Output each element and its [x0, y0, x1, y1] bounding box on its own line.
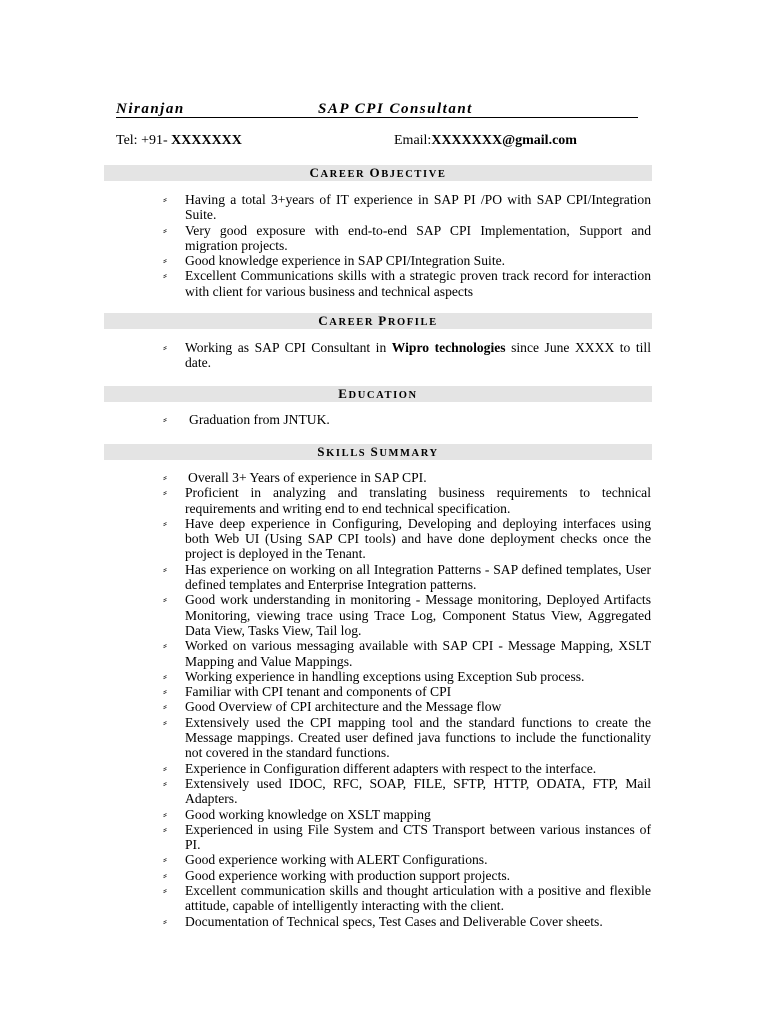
list-item: ⸗ Graduation from JNTUK. [163, 412, 330, 427]
bullet-icon: ⸗ [163, 515, 167, 530]
list-item: ⸗ Working experience in handling exceptions using Exception Sub process. [163, 668, 585, 684]
resume-header [116, 101, 638, 118]
employer-name: Wipro technologies [391, 340, 506, 355]
list-item: ⸗ Have deep experience in Configuring, Developing and deploying interfaces using both Web UI (Using SAP CPI tools) and have done deployment checks once the project is deployed in the Tenant. [163, 515, 651, 562]
bullet-icon: ⸗ [163, 192, 167, 206]
list-item: ⸗ Overall 3+ Years of experience in SAP CPI. [163, 470, 427, 485]
email-line [394, 133, 577, 149]
list-item: ⸗ Has experience on working on all Integration Patterns - SAP defined templates, User defined templates and Enterprise Integration patterns. [163, 561, 651, 593]
career-objective-list [163, 192, 651, 299]
bullet-icon: ⸗ [163, 470, 167, 484]
list-item: ⸗ Excellent Communications skills with a strategic proven track record for interaction with client for various business and technical aspects [163, 268, 651, 299]
bullet-icon: ⸗ [163, 913, 167, 928]
bullet-icon: ⸗ [163, 592, 167, 607]
list-item: ⸗ Good experience working with production support projects. [163, 867, 511, 883]
list-item: ⸗ Excellent communication skills and thought articulation with a positive and flexible attitude, capable of intelligently interacting with the client. [163, 883, 651, 914]
bullet-icon: ⸗ [163, 852, 167, 867]
list-item: ⸗ Good knowledge experience in SAP CPI/Integration Suite. [163, 253, 506, 269]
bullet-icon: ⸗ [163, 775, 167, 790]
bullet-icon: ⸗ [163, 883, 167, 898]
bullet-icon: ⸗ [163, 684, 167, 699]
bullet-icon: ⸗ [163, 699, 167, 714]
bullet-icon: ⸗ [163, 821, 167, 836]
email-value: XXXXXXX@gmail.com [431, 133, 577, 148]
phone-label: Tel: +91- [116, 133, 172, 148]
bullet-icon: ⸗ [163, 806, 167, 821]
education-list [163, 412, 651, 427]
bullet-icon: ⸗ [163, 485, 167, 500]
career-profile-list [163, 340, 651, 371]
list-item: ⸗ Familiar with CPI tenant and components of CPI [163, 684, 452, 700]
bullet-icon: ⸗ [163, 268, 167, 283]
bullet-icon: ⸗ [163, 867, 167, 882]
bullet-icon: ⸗ [163, 253, 167, 268]
bullet-icon: ⸗ [163, 561, 167, 576]
bullet-icon: ⸗ [163, 760, 167, 775]
list-item: ⸗ Working as SAP CPI Consultant in Wipro technologies since June XXXX to till date. [163, 340, 651, 371]
section-heading-career-objective: CAREER OBJECTIVE [104, 165, 652, 181]
list-item: ⸗ Proficient in analyzing and translating business requirements to technical requirements and writing end to end technical specification. [163, 485, 651, 516]
bullet-icon: ⸗ [163, 668, 167, 683]
section-heading-skills-summary: SKILLS SUMMARY [104, 444, 652, 460]
bullet-icon: ⸗ [163, 222, 167, 237]
list-item: ⸗ Good working knowledge on XSLT mapping [163, 806, 431, 822]
section-heading-career-profile: CAREER PROFILE [104, 313, 652, 329]
bullet-icon: ⸗ [163, 340, 167, 354]
list-item: ⸗ Experience in Configuration different adapters with respect to the interface. [163, 760, 597, 776]
list-item: ⸗ Extensively used the CPI mapping tool and the standard functions to create the Message mappings. Created user defined java functions to include the functionality not covered in the standard functions. [163, 714, 651, 761]
list-item: ⸗ Worked on various messaging available with SAP CPI - Message Mapping, XSLT Mapping and Value Mappings. [163, 638, 651, 669]
list-item: ⸗ Having a total 3+years of IT experience in SAP PI /PO with SAP CPI/Integration Suite. [163, 192, 651, 223]
phone-line [116, 133, 242, 149]
bullet-icon: ⸗ [163, 714, 167, 729]
list-item: ⸗ Extensively used IDOC, RFC, SOAP, FILE, SFTP, HTTP, ODATA, FTP, Mail Adapters. [163, 775, 651, 807]
list-item: ⸗ Good experience working with ALERT Configurations. [163, 852, 488, 868]
list-item: ⸗ Documentation of Technical specs, Test Cases and Deliverable Cover sheets. [163, 913, 603, 929]
bullet-icon: ⸗ [163, 412, 167, 426]
list-item: ⸗ Very good exposure with end-to-end SAP CPI Implementation, Support and migration projects. [163, 222, 651, 253]
section-heading-education: EDUCATION [104, 386, 652, 402]
bullet-icon: ⸗ [163, 638, 167, 653]
candidate-title: SAP CPI Consultant [318, 101, 473, 117]
list-item: ⸗ Good Overview of CPI architecture and the Message flow [163, 699, 502, 715]
candidate-name: Niranjan [116, 101, 185, 117]
phone-value: XXXXXXX [171, 133, 242, 148]
list-item: ⸗ Experienced in using File System and CTS Transport between various instances of PI. [163, 821, 651, 853]
email-label: Email: [394, 133, 432, 148]
list-item: ⸗ Good work understanding in monitoring - Message monitoring, Deployed Artifacts Monitoring, viewing trace using Trace Log, Component Status View, Aggregated Data View, Tasks View, Tail log. [163, 592, 651, 638]
skills-summary-list [163, 470, 651, 929]
